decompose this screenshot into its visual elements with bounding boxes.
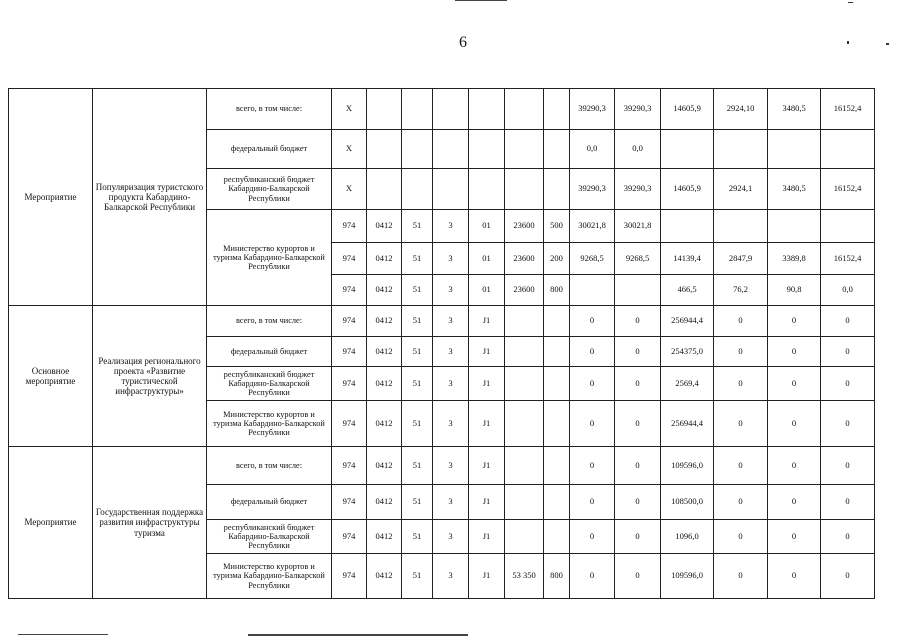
funding-source-cell: федеральный бюджет [207,485,332,520]
funding-source-cell: республиканский бюджет Кабардино-Балкарской Республики [207,169,332,210]
code-cell: 51 [402,554,433,599]
code-cell [505,130,544,169]
code-cell: 51 [402,367,433,401]
code-cell: 51 [402,447,433,485]
code-cell: 800 [544,275,570,306]
code-cell: 974 [332,401,367,447]
code-cell [544,337,570,367]
code-cell: 3 [433,401,469,447]
value-cell [714,210,768,243]
code-cell [544,520,570,554]
value-cell: 14605,9 [661,169,714,210]
value-cell: 0 [615,337,661,367]
code-cell: 974 [332,367,367,401]
value-cell: 3480,5 [768,169,821,210]
value-cell: 0 [768,447,821,485]
code-cell: 23600 [505,243,544,275]
funding-source-cell: всего, в том числе: [207,447,332,485]
value-cell: 2924,10 [714,89,768,130]
code-cell: 3 [433,337,469,367]
table-row [9,306,875,337]
code-cell [433,130,469,169]
code-cell [544,401,570,447]
code-cell: 0412 [367,367,402,401]
funding-source-cell: Министерство курортов и туризма Кабардино-Балкарской Республики [207,401,332,447]
value-cell: 0 [714,337,768,367]
value-cell: 0,0 [615,130,661,169]
value-cell: 256944,4 [661,401,714,447]
code-cell [505,169,544,210]
code-cell [544,130,570,169]
code-cell [433,169,469,210]
budget-table [8,88,875,599]
code-cell [505,337,544,367]
code-cell: 0412 [367,554,402,599]
value-cell: 254375,0 [661,337,714,367]
value-cell: 0 [570,520,615,554]
funding-source-cell: федеральный бюджет [207,130,332,169]
code-cell [402,89,433,130]
code-cell: 0412 [367,520,402,554]
value-cell: 9268,5 [615,243,661,275]
code-cell [544,306,570,337]
code-cell: 51 [402,210,433,243]
value-cell [768,210,821,243]
code-cell: 500 [544,210,570,243]
value-cell [661,130,714,169]
code-cell: 3 [433,210,469,243]
code-cell [469,130,505,169]
code-cell [469,169,505,210]
code-cell [505,306,544,337]
code-cell: J1 [469,367,505,401]
value-cell: 39290,3 [570,89,615,130]
code-cell: 01 [469,243,505,275]
funding-source-cell: республиканский бюджет Кабардино-Балкарской Республики [207,367,332,401]
code-cell [505,89,544,130]
code-cell: 0412 [367,401,402,447]
code-cell: 3 [433,520,469,554]
value-cell: 0 [768,401,821,447]
code-cell: 974 [332,243,367,275]
value-cell: 1096,0 [661,520,714,554]
value-cell: 0 [570,485,615,520]
value-cell: 0 [768,520,821,554]
value-cell: 0 [615,367,661,401]
measure-name-cell: Популяризация туристского продукта Кабардино-Балкарской Республики [93,89,207,306]
code-cell [469,89,505,130]
scan-line [18,634,108,635]
code-cell: 200 [544,243,570,275]
value-cell: 0 [570,447,615,485]
value-cell: 0 [615,401,661,447]
value-cell: 0 [821,447,875,485]
code-cell: 974 [332,275,367,306]
value-cell: 0 [615,554,661,599]
code-cell: 23600 [505,210,544,243]
code-cell: 974 [332,306,367,337]
code-cell [402,169,433,210]
value-cell: 16152,4 [821,169,875,210]
code-cell [505,401,544,447]
code-cell: J1 [469,520,505,554]
code-cell: 974 [332,485,367,520]
value-cell: 0 [615,485,661,520]
value-cell: 0 [821,337,875,367]
code-cell: J1 [469,337,505,367]
code-cell: 0412 [367,275,402,306]
code-cell [433,89,469,130]
code-cell: 51 [402,485,433,520]
value-cell: 2569,4 [661,367,714,401]
code-cell: 974 [332,520,367,554]
value-cell: 0 [768,554,821,599]
code-cell [505,520,544,554]
code-cell: 3 [433,367,469,401]
code-cell: 51 [402,306,433,337]
value-cell: 2847,9 [714,243,768,275]
code-cell: 0412 [367,337,402,367]
value-cell: 0 [570,306,615,337]
scan-speck [886,43,889,45]
funding-source-cell: Министерство курортов и туризма Кабардино-Балкарской Республики [207,210,332,306]
value-cell [821,130,875,169]
code-cell [544,447,570,485]
code-cell [367,169,402,210]
value-cell [821,210,875,243]
value-cell: 0 [570,554,615,599]
value-cell: 0 [768,485,821,520]
code-cell: 3 [433,554,469,599]
code-cell: J1 [469,485,505,520]
code-cell: 3 [433,275,469,306]
value-cell: 0 [768,367,821,401]
measure-name-cell: Государственная поддержка развития инфраструктуры туризма [93,447,207,599]
value-cell: 30021,8 [570,210,615,243]
value-cell: 0 [714,401,768,447]
code-cell: Х [332,89,367,130]
code-cell: 974 [332,447,367,485]
code-cell [367,89,402,130]
value-cell: 0 [714,367,768,401]
value-cell: 0 [821,485,875,520]
value-cell: 14605,9 [661,89,714,130]
code-cell [505,485,544,520]
code-cell [402,130,433,169]
code-cell: 51 [402,401,433,447]
value-cell: 39290,3 [570,169,615,210]
value-cell: 3389,8 [768,243,821,275]
code-cell: 3 [433,485,469,520]
scan-speck [848,2,853,3]
value-cell: 0 [615,520,661,554]
value-cell: 76,2 [714,275,768,306]
code-cell: 01 [469,210,505,243]
measure-type-cell: Основное мероприятие [9,306,93,447]
code-cell: 0412 [367,243,402,275]
value-cell [661,210,714,243]
value-cell [714,130,768,169]
value-cell: 39290,3 [615,169,661,210]
value-cell: 30021,8 [615,210,661,243]
value-cell: 9268,5 [570,243,615,275]
value-cell: 0 [714,447,768,485]
code-cell [544,367,570,401]
value-cell: 0 [821,306,875,337]
value-cell: 16152,4 [821,243,875,275]
value-cell: 466,5 [661,275,714,306]
value-cell: 0 [821,367,875,401]
value-cell: 0 [714,554,768,599]
code-cell [505,447,544,485]
value-cell: 0 [714,520,768,554]
code-cell: Х [332,169,367,210]
code-cell: 3 [433,447,469,485]
code-cell: 0412 [367,306,402,337]
table-row [9,89,875,130]
value-cell: 109596,0 [661,447,714,485]
value-cell: 0 [821,520,875,554]
code-cell: 51 [402,275,433,306]
funding-source-cell: федеральный бюджет [207,337,332,367]
value-cell: 108500,0 [661,485,714,520]
value-cell: 0 [821,401,875,447]
scan-speck [847,41,849,44]
value-cell [615,275,661,306]
value-cell [768,130,821,169]
code-cell: Х [332,130,367,169]
value-cell: 0 [570,367,615,401]
table-row [9,447,875,485]
code-cell [544,169,570,210]
value-cell: 0,0 [821,275,875,306]
value-cell: 90,8 [768,275,821,306]
code-cell: 800 [544,554,570,599]
code-cell: 3 [433,306,469,337]
value-cell: 2924,1 [714,169,768,210]
value-cell: 109596,0 [661,554,714,599]
value-cell [570,275,615,306]
value-cell: 0 [714,306,768,337]
code-cell: 51 [402,337,433,367]
value-cell: 39290,3 [615,89,661,130]
code-cell [367,130,402,169]
code-cell: J1 [469,401,505,447]
code-cell: 53 350 [505,554,544,599]
code-cell: 974 [332,337,367,367]
code-cell: 0412 [367,210,402,243]
value-cell: 0 [615,447,661,485]
value-cell: 0 [615,306,661,337]
measure-name-cell: Реализация регионального проекта «Развитие туристической инфраструктуры» [93,306,207,447]
code-cell [544,89,570,130]
code-cell: J1 [469,554,505,599]
code-cell: 0412 [367,447,402,485]
value-cell: 3480,5 [768,89,821,130]
code-cell: 974 [332,554,367,599]
code-cell: 51 [402,520,433,554]
code-cell [505,367,544,401]
funding-source-cell: Министерство курортов и туризма Кабардино-Балкарской Республики [207,554,332,599]
code-cell: J1 [469,447,505,485]
code-cell: 0412 [367,485,402,520]
scan-line [248,634,468,636]
value-cell: 0 [714,485,768,520]
value-cell: 16152,4 [821,89,875,130]
value-cell: 14139,4 [661,243,714,275]
scan-line [455,0,507,1]
value-cell: 0 [821,554,875,599]
funding-source-cell: республиканский бюджет Кабардино-Балкарской Республики [207,520,332,554]
funding-source-cell: всего, в том числе: [207,89,332,130]
code-cell: 51 [402,243,433,275]
value-cell: 0 [768,337,821,367]
value-cell: 0 [570,337,615,367]
code-cell: J1 [469,306,505,337]
value-cell: 0 [768,306,821,337]
code-cell [544,485,570,520]
value-cell: 256944,4 [661,306,714,337]
measure-type-cell: Мероприятие [9,447,93,599]
code-cell: 974 [332,210,367,243]
page-number: 6 [459,34,467,51]
code-cell: 01 [469,275,505,306]
code-cell: 3 [433,243,469,275]
code-cell: 23600 [505,275,544,306]
measure-type-cell: Мероприятие [9,89,93,306]
value-cell: 0,0 [570,130,615,169]
funding-source-cell: всего, в том числе: [207,306,332,337]
value-cell: 0 [570,401,615,447]
